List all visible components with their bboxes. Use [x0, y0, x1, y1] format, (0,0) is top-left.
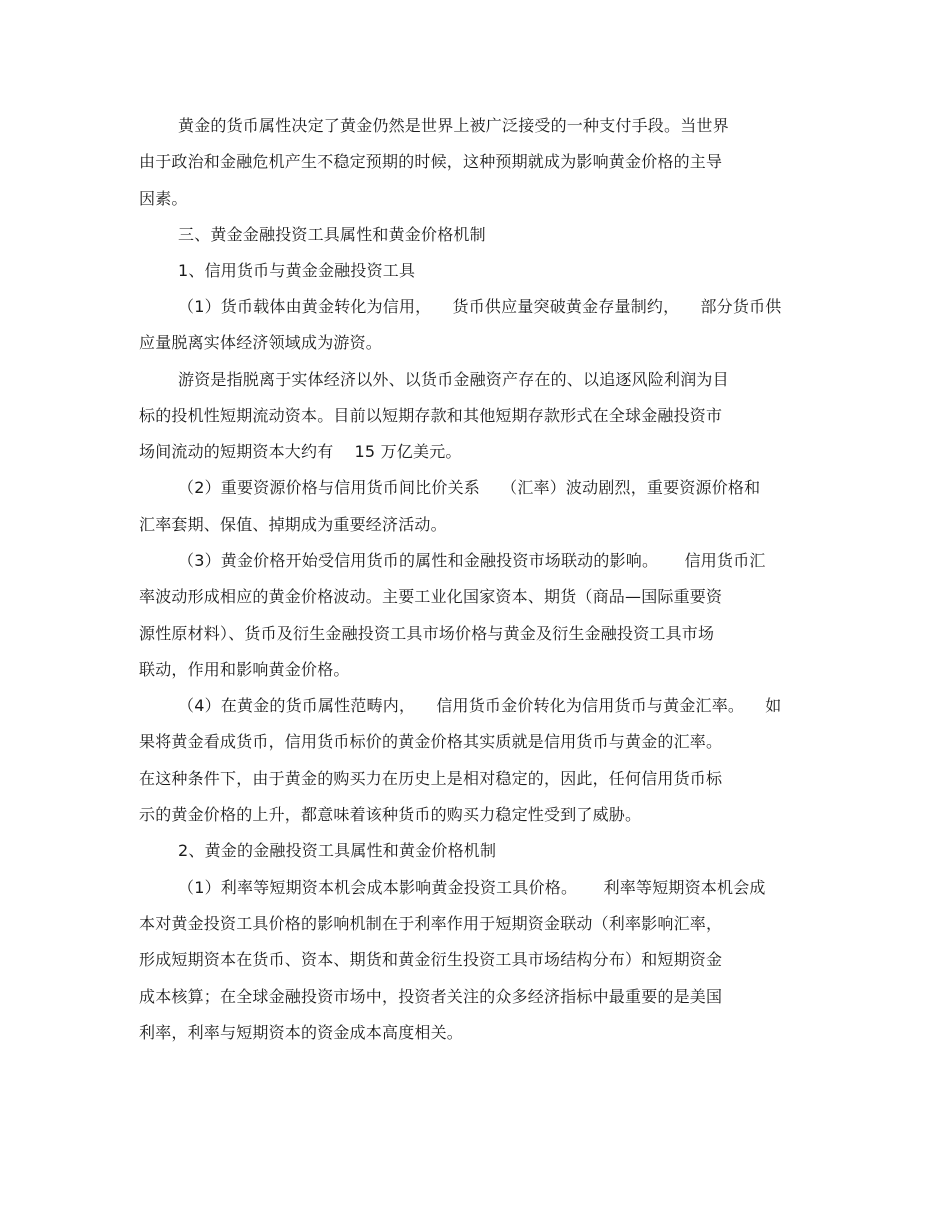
text-line: （1）货币载体由黄金转化为信用， 货币供应量突破黄金存量制约， 部分货币供	[178, 297, 782, 316]
text-line: 果将黄金看成货币，信用货币标价的黄金价格其实质就是信用货币与黄金的汇率。	[139, 732, 723, 751]
text-line: 成本核算；在全球金融投资市场中，投资者关注的众多经济指标中最重要的是美国	[139, 987, 723, 1006]
subsection-heading: 1、信用货币与黄金金融投资工具	[178, 261, 416, 280]
text-line: 由于政治和金融危机产生不稳定预期的时候，这种预期就成为影响黄金价格的主导	[139, 152, 723, 171]
text-line: （4）在黄金的货币属性范畴内， 信用货币金价转化为信用货币与黄金汇率。 如	[178, 696, 782, 715]
text-line: 黄金的货币属性决定了黄金仍然是世界上被广泛接受的一种支付手段。当世界	[178, 116, 729, 135]
text-line: 源性原材料）、货币及衍生金融投资工具市场价格与黄金及衍生金融投资工具市场	[139, 624, 715, 643]
text-line: （3）黄金价格开始受信用货币的属性和金融投资市场联动的影响。 信用货币汇	[178, 551, 766, 570]
text-line: （2）重要资源价格与信用货币间比价关系 （汇率）波动剧烈，重要资源价格和	[178, 478, 761, 497]
text-line: 本对黄金投资工具价格的影响机制在于利率作用于短期资金联动（利率影响汇率，	[139, 914, 723, 933]
text-line: 场间流动的短期资本大约有 15 万亿美元。	[139, 442, 462, 461]
text-line: 示的黄金价格的上升，都意味着该种货币的购买力稳定性受到了威胁。	[139, 805, 642, 824]
text-line: 形成短期资本在货币、资本、期货和黄金衍生投资工具市场结构分布）和短期资金	[139, 950, 723, 969]
text-line: 联动，作用和影响黄金价格。	[139, 660, 350, 679]
text-line: 率波动形成相应的黄金价格波动。主要工业化国家资本、期货（商品—国际重要资	[139, 587, 723, 606]
text-line: 因素。	[139, 189, 188, 208]
text-line: 在这种条件下，由于黄金的购买力在历史上是相对稳定的，因此，任何信用货币标	[139, 769, 723, 788]
text-line: 应量脱离实体经济领域成为游资。	[139, 333, 383, 352]
text-line: （1）利率等短期资本机会成本影响黄金投资工具价格。 利率等短期资本机会成	[178, 878, 766, 897]
text-line: 利率，利率与短期资本的资金成本高度相关。	[139, 1023, 464, 1042]
section-heading: 三、黄金金融投资工具属性和黄金价格机制	[178, 225, 486, 244]
text-line: 标的投机性短期流动资本。目前以短期存款和其他短期存款形式在全球金融投资市	[139, 406, 723, 425]
text-line: 游资是指脱离于实体经济以外、以货币金融资产存在的、以追逐风险利润为目	[178, 370, 729, 389]
text-line: 汇率套期、保值、掉期成为重要经济活动。	[139, 515, 447, 534]
subsection-heading: 2、黄金的金融投资工具属性和黄金价格机制	[178, 841, 497, 860]
